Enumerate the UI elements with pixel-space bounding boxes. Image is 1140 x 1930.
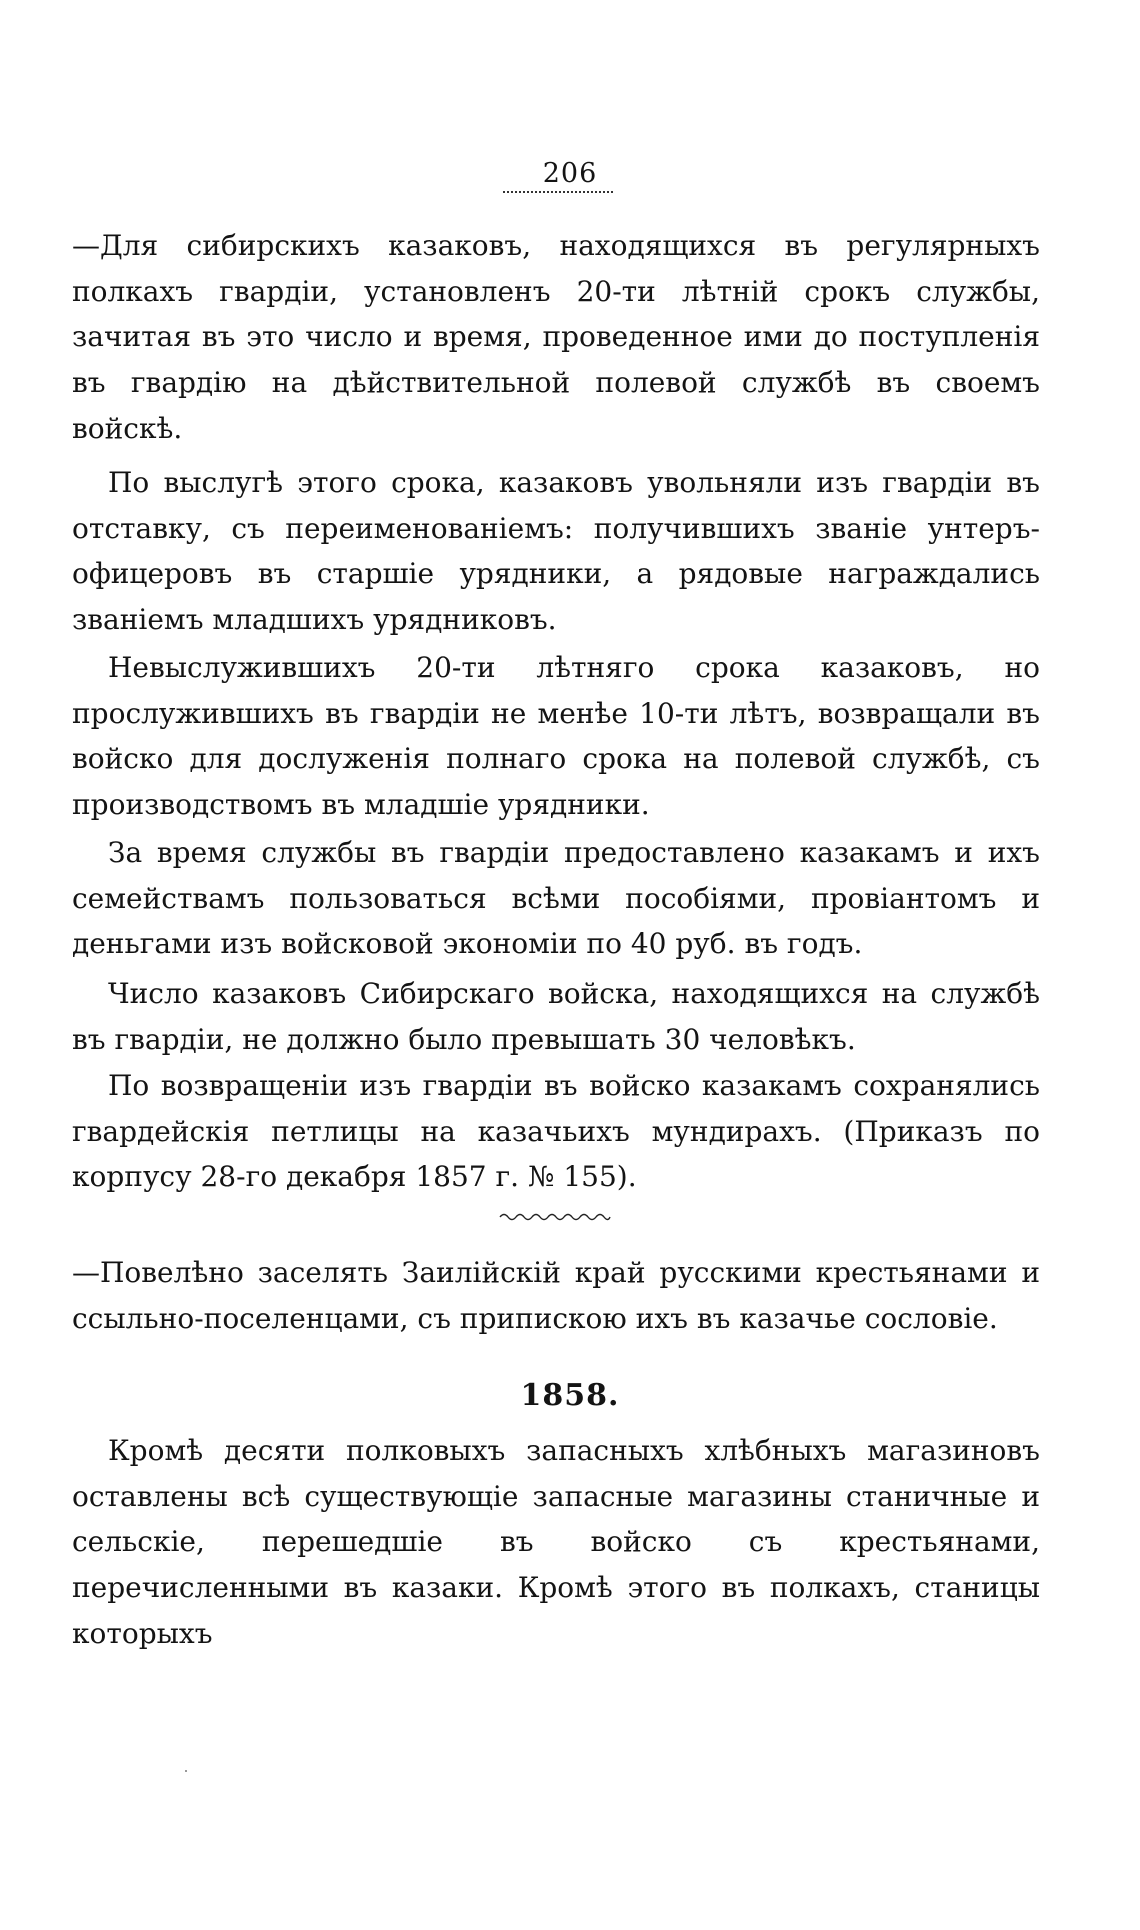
paragraph-zailiysky-settlement: —Повелѣно заселять Заилійскій край русскими крестьянами и ссыльно-поселенцами, съ припискою ихъ въ казачье сословіе. <box>72 1256 1040 1335</box>
wavy-divider-ornament <box>500 1210 610 1224</box>
paragraph-guard-quota: Число казаковъ Сибирскаго войска, находящихся на службѣ въ гвардіи, не должно было превышать 30 человѣкъ. <box>72 977 1040 1056</box>
page-number: 206 <box>542 158 598 189</box>
paragraph-retirement: По выслугѣ этого срока, казаковъ увольняли изъ гвардіи въ отставку, съ переименованіемъ: получившихъ званіе унтеръ-офицеровъ въ старшіе урядники, а рядовые награждались званіемъ младшихъ урядниковъ. <box>72 466 1040 637</box>
page-number-dotted-rule <box>503 191 613 193</box>
paragraph-guard-service-term: —Для сибирскихъ казаковъ, находящихся въ регулярныхъ полкахъ гвардіи, установленъ 20-ти лѣтній срокъ службы, зачитая въ это число и время, проведенное ими до поступленія въ гвардію на дѣйствительной полевой службѣ въ своемъ войскѣ. <box>72 229 1040 445</box>
paragraph-return-to-host: Невыслужившихъ 20-ти лѣтняго срока казаковъ, но прослужившихъ въ гвардіи не менѣе 10-ти лѣтъ, возвращали въ войско для дослуженія полнаго срока на полевой службѣ, съ производствомъ въ младшіе урядники. <box>72 651 1040 822</box>
year-heading: 1858. <box>520 1378 620 1413</box>
paper-speck <box>185 1770 187 1772</box>
paragraph-guard-insignia: По возвращеніи изъ гвардіи въ войско казакамъ сохранялись гвардейскія петлицы на казачьихъ мундирахъ. (Приказъ по корпусу 28-го декабря 1857 г. № 155). <box>72 1069 1040 1194</box>
paragraph-grain-stores: Кромѣ десяти полковыхъ запасныхъ хлѣбныхъ магазиновъ оставлены всѣ существующіе запасные магазины станичные и сельскіе, перешедшіе въ войско съ крестьянами, перечисленными въ казаки. Кромѣ этого въ полкахъ, станицы которыхъ <box>72 1434 1040 1650</box>
paragraph-family-allowances: За время службы въ гвардіи предоставлено казакамъ и ихъ семействамъ пользоваться всѣми пособіями, провіантомъ и деньгами изъ войсковой экономіи по 40 руб. въ годъ. <box>72 836 1040 961</box>
